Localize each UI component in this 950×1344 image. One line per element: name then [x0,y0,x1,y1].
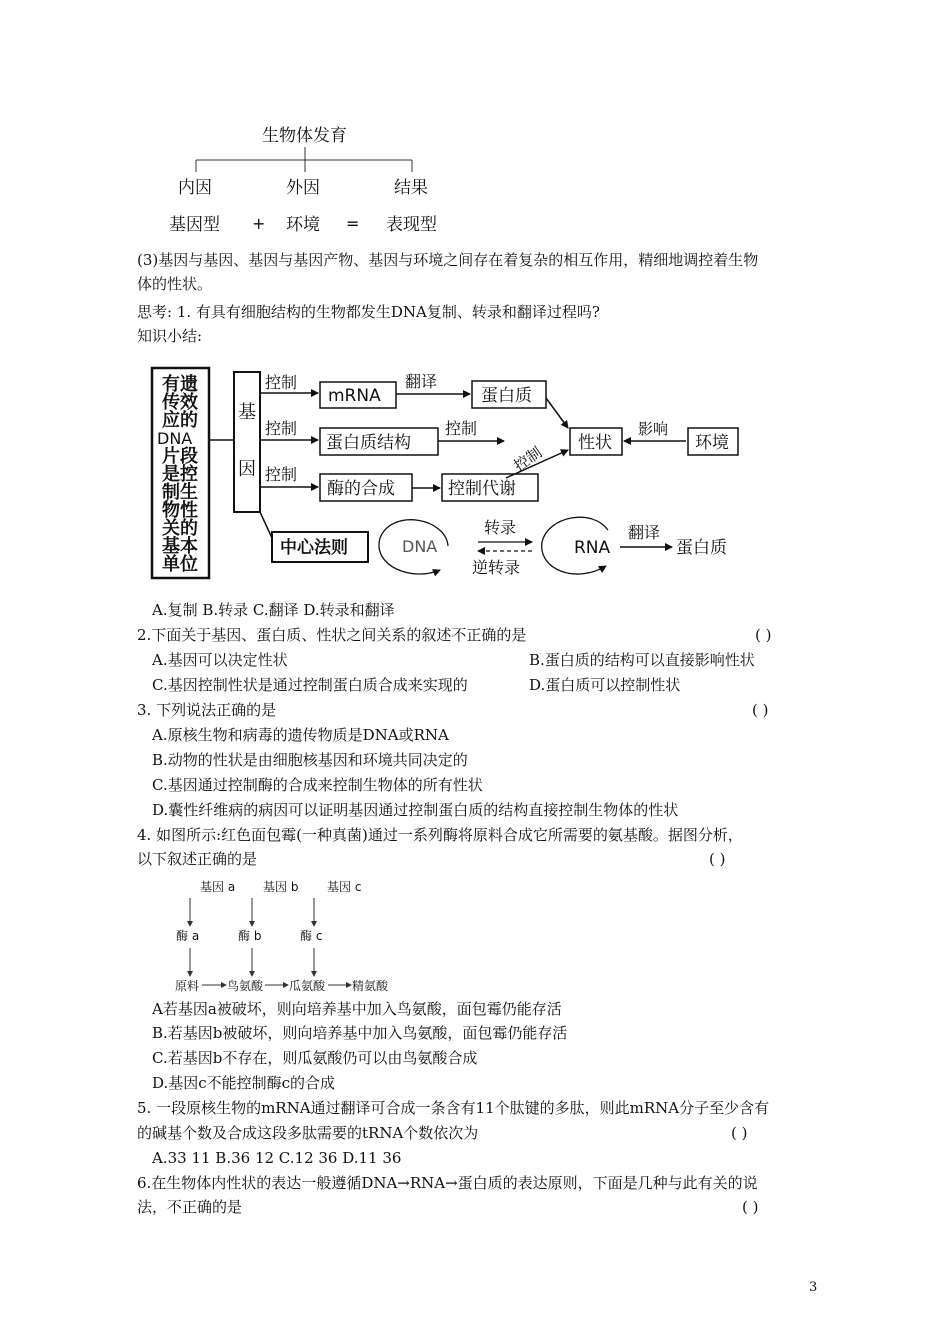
q2-option-b: B.蛋白质的结构可以直接影响性状 [529,651,755,669]
q3-stem: 3. 下列说法正确的是 [137,701,277,719]
concept-map [152,368,738,578]
node-mrna: mRNA [328,386,381,406]
para3-line2: 体的性状。 [137,275,213,293]
left-line-5: 片段 [162,446,198,467]
label-control-1: 控制 [265,373,298,392]
q3-paren: ( ) [752,701,769,719]
label-control-3: 控制 [445,419,478,438]
q4-option-b: B.若基因b被破坏，则向培养基中加入鸟氨酸，面包霉仍能存活 [152,1024,568,1042]
enzyme-c: 酶 c [300,929,323,943]
arginine: 精氨酸 [352,979,389,993]
citrulline: 瓜氨酸 [289,979,326,993]
summary-title: 知识小结: [137,327,203,345]
label-translate: 翻译 [405,372,438,391]
q4-option-c: C.若基因b不存在，则瓜氨酸仍可以由鸟氨酸合成 [152,1049,478,1067]
tree-inner-cause: 内因 [178,178,212,198]
q2-paren: ( ) [755,626,772,644]
left-box-text [157,373,198,575]
q2-option-c: C.基因控制性状是通过控制蛋白质合成来实现的 [152,676,468,694]
tree-phenotype: 表现型 [386,215,437,235]
left-line-11: 单位 [162,554,198,575]
q2-stem: 2.下面关于基因、蛋白质、性状之间关系的叙述不正确的是 [137,626,527,644]
tree-root: 生物体发育 [262,126,347,146]
q5-options: A.33 11 B.36 12 C.12 36 D.11 36 [152,1149,402,1167]
q3-option-d: D.囊性纤维病的病因可以证明基因通过控制蛋白质的结构直接控制生物体的性状 [152,801,679,819]
node-protein-2: 蛋白质 [676,538,727,558]
label-influence: 影响 [638,420,669,438]
left-line-10: 基本 [162,536,198,557]
left-line-4: DNA [157,429,193,448]
node-environment: 环境 [695,433,729,453]
label-transcription: 转录 [484,518,517,537]
node-enzyme-synthesis: 酶的合成 [327,479,395,499]
q2-option-d: D.蛋白质可以控制性状 [529,676,681,694]
tree-plus: + [252,214,266,233]
node-protein: 蛋白质 [481,386,532,406]
node-control-metabolism: 控制代谢 [448,479,516,499]
label-control-2: 控制 [265,419,298,438]
node-rna: RNA [574,538,611,558]
label-control-diagonal: 控制 [510,443,546,476]
q4-line1: 4. 如图所示:红色面包霉(一种真菌)通过一系列酶将原料合成它所需要的氨基酸。据图分析， [137,826,743,844]
left-line-1: 有遗 [162,374,198,395]
think-question: 思考: 1. 有具有细胞结构的生物都发生DNA复制、转录和翻译过程吗? [137,303,600,321]
q4-paren: ( ) [709,850,726,868]
q3-option-c: C.基因通过控制酶的合成来控制生物体的所有性状 [152,776,483,794]
q1-options: A.复制 B.转录 C.翻译 D.转录和翻译 [152,601,395,619]
enzyme-pathway [175,880,389,993]
gene-c: 基因 c [327,880,362,894]
label-reverse-transcription: 逆转录 [472,558,521,577]
tree-equals: = [346,214,360,233]
q5-line2: 的碱基个数及合成这段多肽需要的tRNA个数依次为 [137,1124,479,1142]
ornithine: 鸟氨酸 [227,979,264,993]
tree-result: 结果 [394,178,428,198]
raw-material: 原料 [175,979,200,993]
left-line-8: 物性 [162,500,198,521]
q2-option-a: A.基因可以决定性状 [152,651,288,669]
q6-line1: 6.在生物体内性状的表达一般遵循DNA→RNA→蛋白质的表达原则，下面是几种与此有关的说 [137,1174,758,1192]
tree-outer-cause: 外因 [286,178,320,198]
q6-line2: 法，不正确的是 [137,1198,243,1216]
node-trait: 性状 [578,433,612,453]
q3-option-a: A.原核生物和病毒的遗传物质是DNA或RNA [152,726,449,744]
left-line-2: 传效 [162,392,198,413]
gene-char-1: 基 [238,402,256,423]
tree-environment: 环境 [286,215,320,235]
node-protein-structure: 蛋白质结构 [326,433,411,453]
q4-line2: 以下叙述正确的是 [137,850,258,868]
gene-char-2: 因 [238,459,256,480]
node-dna: DNA [402,537,438,556]
q6-paren: ( ) [742,1198,759,1216]
node-central-dogma: 中心法则 [280,538,348,558]
enzyme-a: 酶 a [176,929,200,943]
enzyme-b: 酶 b [238,929,262,943]
label-control-4: 控制 [265,465,298,484]
left-line-7: 制生 [162,482,198,503]
left-line-6: 是控 [162,464,198,485]
gene-b: 基因 b [263,880,299,894]
label-translation: 翻译 [628,523,661,542]
q4-option-d: D.基因c不能控制酶c的合成 [152,1074,336,1092]
development-tree [169,126,437,235]
para3-line1: (3)基因与基因、基因与基因产物、基因与环境之间存在着复杂的相互作用，精细地调控着生物 [137,251,759,269]
left-line-9: 关的 [162,518,198,539]
page-number: 3 [809,1280,818,1295]
q4-option-a: A若基因a被破坏，则向培养基中加入鸟氨酸，面包霉仍能存活 [152,1000,562,1018]
q5-line1: 5. 一段原核生物的mRNA通过翻译可合成一条含有11个肽键的多肽，则此mRNA分子至少含有 [137,1099,770,1117]
gene-a: 基因 a [200,880,236,894]
tree-genotype: 基因型 [169,215,220,235]
q5-paren: ( ) [731,1124,748,1142]
left-line-3: 应的 [162,410,198,431]
q3-option-b: B.动物的性状是由细胞核基因和环境共同决定的 [152,751,468,769]
